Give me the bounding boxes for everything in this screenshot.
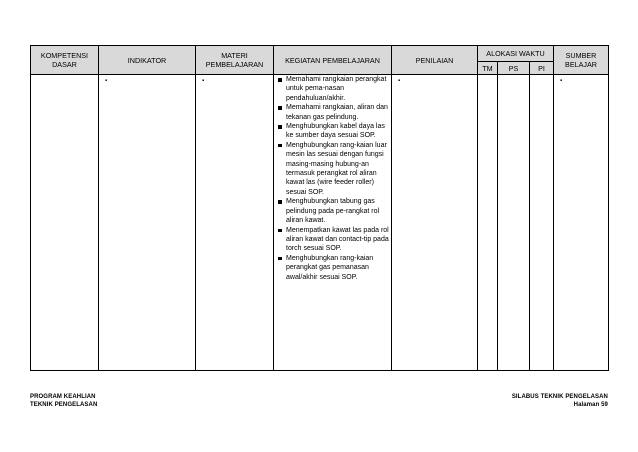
bullet-icon: ▪ [105, 78, 108, 84]
list-item: Memahami rangkaian perangkat untuk pema-nasan pendahuluan/akhir. [277, 75, 389, 103]
cell-indikator [99, 75, 196, 371]
cell-materi [196, 75, 274, 371]
bullet-icon: ▪ [560, 78, 563, 84]
table-row [31, 75, 609, 371]
header-alokasi-waktu: ALOKASI WAKTU [478, 46, 554, 62]
bullet-icon: ▪ [398, 78, 401, 84]
list-item: Menghubungkan kabel daya las ke sumber daya sesuai SOP. [277, 122, 389, 141]
list-item: Menempatkan kawat las pada rol aliran kawat dan contact-tip pada torch sesuai SOP. [277, 226, 389, 254]
cell-sumber-belajar [554, 75, 609, 371]
cell-kompetensi-dasar [31, 75, 99, 371]
header-kegiatan-pembelajaran: KEGIATAN PEMBELAJARAN [274, 46, 392, 75]
header-sumber-belajar: SUMBER BELAJAR [554, 46, 609, 75]
header-kompetensi-dasar: KOMPETENSI DASAR [31, 46, 99, 75]
cell-tm [478, 75, 498, 371]
cell-penilaian [392, 75, 478, 371]
list-item: Menghubungkan tabung gas pelindung pada pe-rangkat rol aliran kawat. [277, 197, 389, 225]
activity-list [274, 75, 391, 282]
list-item: Memahami rangkaian, aliran dan tekanan gas pelindung. [277, 103, 389, 122]
page-number: Halaman 59 [573, 402, 608, 408]
footer-program-name: TEKNIK PENGELASAN [30, 402, 98, 408]
bullet-icon: ▪ [202, 78, 205, 84]
list-item: Menghubungkan rang-kaian luar mesin las sesuai dengan fungsi masing-masing hubung-an termasuk perangkat rol aliran kawat las (wire feeder roller) sesuai SOP. [277, 141, 389, 197]
header-penilaian: PENILAIAN [392, 46, 478, 75]
header-ps: PS [498, 62, 530, 75]
header-materi-pembelajaran: MATERI PEMBELAJARAN [196, 46, 274, 75]
header-indikator: INDIKATOR [99, 46, 196, 75]
header-pi: PI [530, 62, 554, 75]
header-tm: TM [478, 62, 498, 75]
cell-pi [530, 75, 554, 371]
footer-syllabus-title: SILABUS TEKNIK PENGELASAN [511, 394, 608, 400]
footer-program-label: PROGRAM KEAHLIAN [30, 394, 96, 400]
cell-kegiatan [274, 75, 392, 371]
syllabus-table [30, 45, 609, 371]
cell-ps [498, 75, 530, 371]
footer-syllabus [512, 393, 608, 409]
list-item: Menghubungkan rang-kaian perangkat gas pemanasan awal/akhir sesuai SOP. [277, 254, 389, 282]
footer-program [30, 393, 97, 409]
